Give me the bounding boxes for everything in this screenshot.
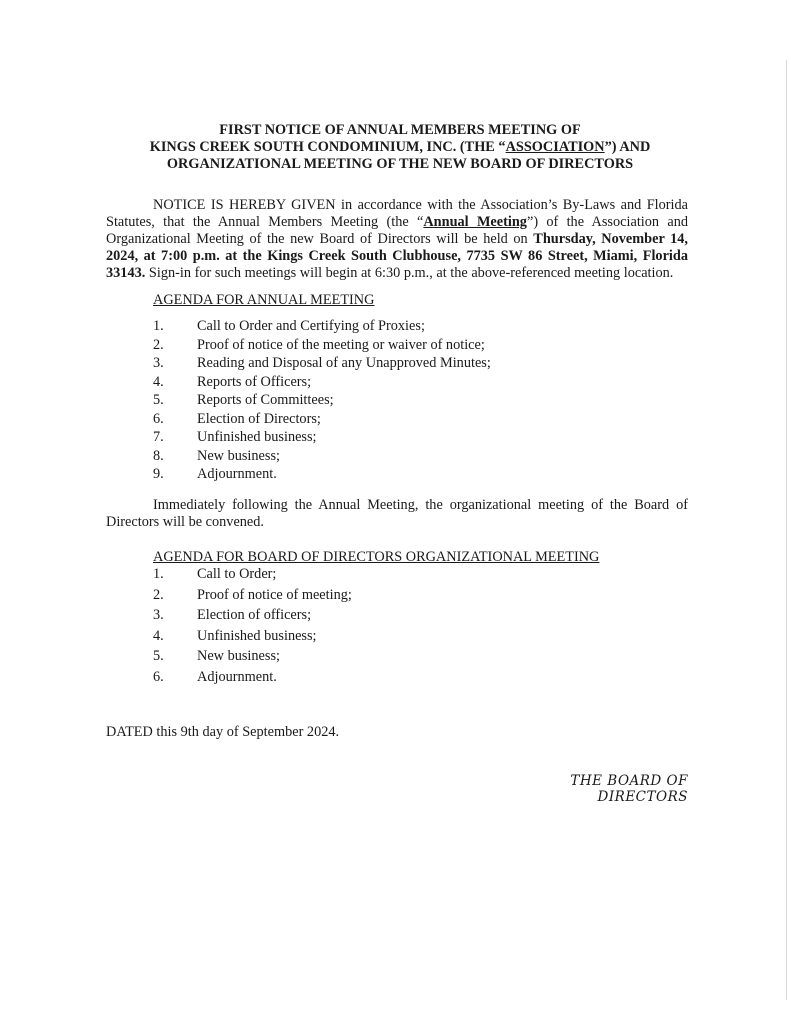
notice-text: Sign-in for such meetings will begin at 6:30 p.m., at the above-referenced meeting location. [145, 265, 674, 281]
agenda-item [153, 669, 352, 690]
signature: THE BOARD OF DIRECTORS [570, 773, 688, 805]
agenda-item-text: Proof of notice of the meeting or waiver of notice; [197, 336, 485, 353]
title-line-3: ORGANIZATIONAL MEETING OF THE NEW BOARD OF DIRECTORS [166, 156, 634, 172]
notice-text: NOTICE IS HEREBY GIVEN in accordance with the Association’s By-Laws and Florida Statutes, that the Annual Members Meeting (the “ [106, 197, 688, 230]
agenda-item [153, 466, 491, 485]
annual-meeting-term: Annual Meeting [423, 214, 527, 230]
document-title [100, 122, 700, 173]
agenda-item-text: New business; [197, 447, 280, 464]
agenda-item-text: Election of Directors; [197, 410, 321, 427]
agenda-item-text: Reports of Officers; [197, 373, 312, 390]
agenda-item-number: 1. [153, 566, 164, 582]
agenda-item-number: 7. [153, 429, 164, 445]
agenda-item-text: Election of officers; [197, 607, 312, 623]
agenda-item [153, 318, 491, 337]
agenda-item-number: 2. [153, 586, 164, 603]
agenda-item-text: New business; [197, 648, 280, 664]
agenda-item-number: 3. [153, 355, 164, 371]
agenda-item-number: 9. [153, 466, 164, 482]
agenda-item [153, 392, 491, 411]
agenda-item-number: 5. [153, 648, 164, 664]
agenda-item [153, 429, 491, 448]
agenda-item [153, 411, 491, 430]
dated-line: DATED this 9th day of September 2024. [106, 724, 340, 740]
agenda-item-number: 4. [153, 627, 164, 644]
scan-edge [786, 60, 787, 1000]
board-agenda-list [153, 566, 352, 689]
agenda-item-text: Unfinished business; [197, 429, 317, 445]
agenda-item [153, 337, 491, 356]
agenda-item-number: 2. [153, 336, 164, 353]
agenda-item-text: Reports of Committees; [197, 392, 334, 408]
agenda-item-number: 3. [153, 607, 164, 623]
agenda-item [153, 355, 491, 374]
notice-paragraph [106, 197, 688, 282]
agenda-item [153, 587, 352, 608]
annual-agenda-heading: AGENDA FOR ANNUAL MEETING [153, 292, 375, 308]
title-text: KINGS CREEK SOUTH CONDOMINIUM, INC. (THE “ [149, 139, 506, 155]
agenda-item-number: 4. [153, 373, 164, 390]
agenda-item-text: Unfinished business; [197, 627, 317, 644]
agenda-item-number: 6. [153, 668, 164, 685]
agenda-item-text: Call to Order; [197, 566, 277, 582]
agenda-item-number: 8. [153, 447, 164, 464]
association-term: ASSOCIATION [505, 139, 605, 155]
notice-text: ”) of the Association and Organizational Meeting of the new Board of Directors will be held on [106, 214, 688, 247]
agenda-item-text: Call to Order and Certifying of Proxies; [197, 318, 425, 334]
agenda-item [153, 648, 352, 669]
meeting-date-location: Thursday, November 14, 2024, at 7:00 p.m. at the Kings Creek South Clubhouse, 7735 SW 86 Street, Miami, Florida 33143. [106, 231, 688, 281]
agenda-item-number: 5. [153, 392, 164, 408]
agenda-item [153, 374, 491, 393]
agenda-item [153, 448, 491, 467]
agenda-item-number: 1. [153, 318, 164, 334]
agenda-item-text: Adjournment. [197, 466, 277, 482]
agenda-item-text: Reading and Disposal of any Unapproved Minutes; [197, 355, 491, 371]
title-text: ”) AND [604, 139, 651, 155]
agenda-item [153, 566, 352, 587]
agenda-item-text: Proof of notice of meeting; [197, 586, 352, 603]
title-line-1: FIRST NOTICE OF ANNUAL MEMBERS MEETING OF [219, 122, 581, 138]
agenda-item [153, 628, 352, 649]
agenda-item-number: 6. [153, 410, 164, 427]
agenda-item [153, 607, 352, 628]
board-agenda-heading: AGENDA FOR BOARD OF DIRECTORS ORGANIZATIONAL MEETING [153, 549, 600, 565]
agenda-item-text: Adjournment. [197, 668, 277, 685]
following-paragraph: Immediately following the Annual Meeting, the organizational meeting of the Board of Directors will be convened. [106, 497, 688, 530]
annual-agenda-list [153, 318, 491, 485]
title-line-2 [100, 139, 700, 156]
